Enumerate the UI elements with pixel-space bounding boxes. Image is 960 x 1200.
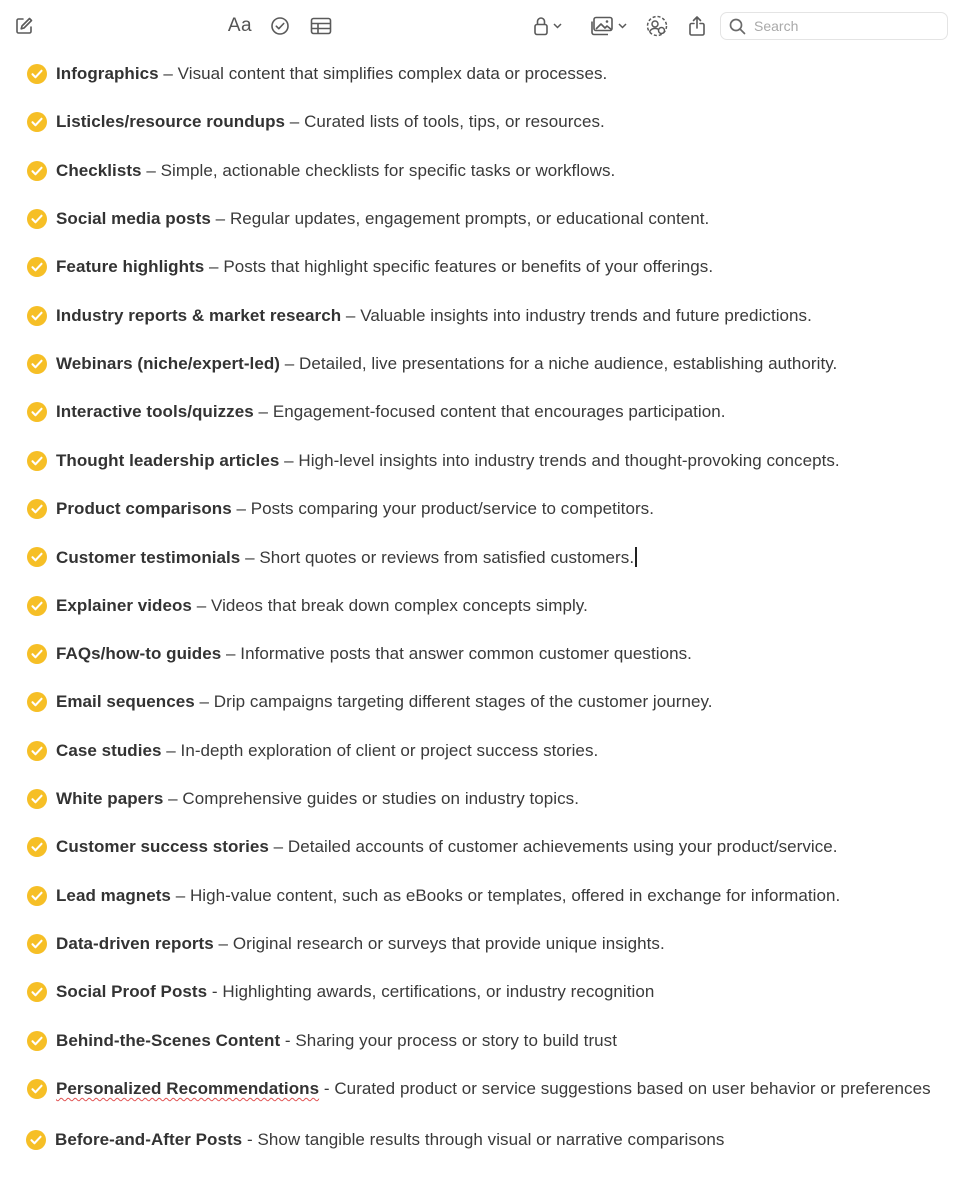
checked-circle-icon[interactable] bbox=[27, 161, 47, 181]
item-description: Engagement-focused content that encourages participation. bbox=[272, 402, 726, 421]
checklist-item[interactable] bbox=[26, 1126, 724, 1154]
checked-circle-icon[interactable] bbox=[27, 644, 47, 664]
checklist-item[interactable] bbox=[27, 447, 840, 475]
checklist-item[interactable] bbox=[27, 1027, 617, 1055]
checklist-item-text[interactable] bbox=[56, 451, 840, 471]
item-description: Simple, actionable checklists for specific tasks or workflows. bbox=[160, 161, 616, 180]
item-description: Sharing your process or story to build trust bbox=[295, 1031, 617, 1050]
checklist-item-text[interactable] bbox=[56, 886, 840, 906]
checked-circle-icon[interactable] bbox=[27, 547, 47, 567]
checklist-item[interactable] bbox=[27, 785, 579, 813]
item-title: Industry reports & market research bbox=[56, 306, 342, 325]
checked-circle-icon[interactable] bbox=[27, 112, 47, 132]
item-separator: - bbox=[319, 1079, 335, 1098]
checklist-item-text[interactable] bbox=[56, 402, 726, 422]
checked-circle-icon[interactable] bbox=[27, 451, 47, 471]
item-description: Detailed, live presentations for a niche audience, establishing authority. bbox=[299, 354, 838, 373]
text-cursor bbox=[635, 547, 637, 567]
item-title: FAQs/how-to guides bbox=[56, 644, 222, 663]
item-title: Explainer videos bbox=[56, 596, 192, 615]
item-title: Social media posts bbox=[56, 209, 211, 228]
checked-circle-icon[interactable] bbox=[27, 499, 47, 519]
checked-circle-icon[interactable] bbox=[27, 209, 47, 229]
checklist-item[interactable] bbox=[27, 930, 665, 958]
notes-toolbar bbox=[0, 0, 960, 52]
checklist-item[interactable] bbox=[27, 882, 840, 910]
checklist-item-text[interactable] bbox=[56, 64, 607, 84]
item-description: Highlighting awards, certifications, or industry recognition bbox=[222, 982, 655, 1001]
item-separator: – bbox=[221, 644, 241, 663]
lock-button[interactable] bbox=[529, 12, 565, 40]
checked-circle-icon[interactable] bbox=[27, 402, 47, 422]
checklist-item[interactable] bbox=[27, 302, 812, 330]
photo-icon bbox=[590, 16, 614, 36]
search-field[interactable] bbox=[720, 12, 948, 40]
item-title: White papers bbox=[56, 789, 164, 808]
item-title: Feature highlights bbox=[56, 257, 205, 276]
item-description: Comprehensive guides or studies on industry topics. bbox=[182, 789, 579, 808]
item-separator: – bbox=[194, 692, 214, 711]
item-separator: - bbox=[242, 1130, 258, 1149]
item-description: Original research or surveys that provide unique insights. bbox=[232, 934, 665, 953]
checklist-item[interactable] bbox=[27, 688, 713, 716]
checklist-item[interactable] bbox=[27, 640, 692, 668]
item-separator: – bbox=[141, 161, 161, 180]
checked-circle-icon[interactable] bbox=[27, 1079, 47, 1099]
item-separator: – bbox=[191, 596, 211, 615]
checklist-item-text[interactable] bbox=[56, 306, 812, 326]
item-description: Posts comparing your product/service to competitors. bbox=[250, 499, 654, 518]
item-separator: – bbox=[161, 741, 181, 760]
checklist-item-text[interactable] bbox=[56, 354, 837, 374]
item-title: Customer testimonials bbox=[56, 547, 241, 567]
item-separator: – bbox=[163, 789, 183, 808]
item-separator: – bbox=[170, 886, 190, 905]
checked-circle-icon[interactable] bbox=[27, 306, 47, 326]
checklist-item-text[interactable] bbox=[56, 596, 588, 616]
checklist-item-text[interactable] bbox=[56, 161, 615, 181]
compose-icon[interactable] bbox=[12, 12, 36, 40]
checklist-item-text[interactable] bbox=[56, 934, 665, 954]
item-description: Valuable insights into industry trends and future predictions. bbox=[360, 306, 812, 325]
item-description: Detailed accounts of customer achievements using your product/service. bbox=[287, 837, 838, 856]
checklist-item[interactable] bbox=[27, 737, 598, 765]
search-input[interactable] bbox=[752, 17, 936, 35]
checklist-item-text[interactable] bbox=[56, 112, 605, 132]
item-description: Posts that highlight specific features or benefits of your offerings. bbox=[223, 257, 714, 276]
checked-circle-icon[interactable] bbox=[27, 789, 47, 809]
checked-circle-icon[interactable] bbox=[27, 741, 47, 761]
item-separator: – bbox=[285, 112, 305, 131]
item-title: Personalized Recommendations bbox=[56, 1079, 320, 1098]
checklist-item[interactable] bbox=[27, 978, 654, 1006]
checklist-item[interactable] bbox=[27, 833, 838, 861]
checklist-item[interactable] bbox=[27, 108, 605, 136]
checklist-item[interactable] bbox=[27, 350, 837, 378]
checklist-item-text[interactable] bbox=[56, 499, 654, 519]
checklist-item-text[interactable] bbox=[56, 741, 598, 761]
checklist-item[interactable] bbox=[27, 592, 588, 620]
item-title: Before-and-After Posts bbox=[55, 1130, 243, 1149]
checked-circle-icon[interactable] bbox=[27, 64, 47, 84]
item-description: Visual content that simplifies complex data or processes. bbox=[177, 64, 608, 83]
item-description: Curated lists of tools, tips, or resources. bbox=[304, 112, 605, 131]
item-separator: - bbox=[280, 1031, 296, 1050]
chevron-down-icon bbox=[618, 23, 627, 29]
item-title: Listicles/resource roundups bbox=[56, 112, 286, 131]
checked-circle-icon[interactable] bbox=[27, 257, 47, 277]
item-title: Product comparisons bbox=[56, 499, 232, 518]
checked-circle-icon[interactable] bbox=[27, 837, 47, 857]
item-description: In-depth exploration of client or project success stories. bbox=[180, 741, 599, 760]
checklist-item[interactable] bbox=[27, 205, 709, 233]
checked-circle-icon[interactable] bbox=[27, 354, 47, 374]
checklist-item[interactable] bbox=[27, 157, 615, 185]
checklist-item[interactable] bbox=[27, 543, 637, 571]
item-separator: – bbox=[204, 257, 224, 276]
item-title: Checklists bbox=[56, 161, 142, 180]
checked-circle-icon[interactable] bbox=[26, 1130, 46, 1150]
checklist-item[interactable] bbox=[27, 60, 607, 88]
table-icon[interactable] bbox=[309, 12, 333, 40]
checked-circle-icon[interactable] bbox=[27, 982, 47, 1002]
item-title: Email sequences bbox=[56, 692, 195, 711]
search-icon bbox=[729, 18, 746, 35]
checklist-icon[interactable] bbox=[269, 12, 291, 40]
checklist-item-text[interactable] bbox=[56, 837, 838, 857]
item-separator: – bbox=[210, 209, 230, 228]
item-description: Informative posts that answer common customer questions. bbox=[240, 644, 692, 663]
item-separator: – bbox=[279, 451, 299, 470]
item-separator: – bbox=[158, 64, 178, 83]
item-description: Curated product or service suggestions based on user behavior or preferences bbox=[334, 1079, 931, 1098]
checklist-item[interactable] bbox=[27, 495, 654, 523]
checked-circle-icon[interactable] bbox=[27, 886, 47, 906]
format-button[interactable]: Aa bbox=[227, 15, 253, 36]
item-description: High-level insights into industry trends and thought-provoking concepts. bbox=[298, 451, 840, 470]
checklist-item-text[interactable] bbox=[56, 789, 579, 809]
media-button[interactable] bbox=[587, 12, 629, 40]
item-description: Show tangible results through visual or narrative comparisons bbox=[257, 1130, 725, 1149]
collaborate-icon[interactable] bbox=[645, 12, 669, 40]
share-icon[interactable] bbox=[686, 12, 708, 40]
checklist-item-text[interactable] bbox=[56, 692, 713, 712]
item-description: Drip campaigns targeting different stages of the customer journey. bbox=[213, 692, 713, 711]
item-title: Social Proof Posts bbox=[56, 982, 208, 1001]
item-separator: – bbox=[279, 354, 300, 373]
checklist-item-text[interactable] bbox=[56, 209, 709, 229]
item-separator: – bbox=[213, 934, 233, 953]
item-title: Behind-the-Scenes Content bbox=[56, 1031, 281, 1050]
checklist-item-text[interactable] bbox=[56, 644, 692, 664]
item-title: Lead magnets bbox=[56, 886, 171, 905]
checklist-item[interactable] bbox=[27, 398, 726, 426]
chevron-down-icon bbox=[553, 23, 562, 29]
item-description: High-value content, such as eBooks or templates, offered in exchange for information. bbox=[189, 886, 841, 905]
checklist-item-text[interactable] bbox=[56, 1079, 931, 1099]
item-separator: – bbox=[231, 499, 251, 518]
item-title: Customer success stories bbox=[56, 837, 269, 856]
lock-icon bbox=[533, 16, 549, 36]
item-title: Case studies bbox=[56, 741, 162, 760]
checklist-item-text[interactable] bbox=[56, 547, 637, 568]
item-title: Interactive tools/quizzes bbox=[56, 402, 254, 421]
item-title: Data-driven reports bbox=[56, 934, 214, 953]
item-separator: - bbox=[207, 982, 223, 1001]
checked-circle-icon[interactable] bbox=[27, 1031, 47, 1051]
item-separator: – bbox=[253, 402, 273, 421]
checked-circle-icon[interactable] bbox=[27, 692, 47, 712]
item-description: Videos that break down complex concepts simply. bbox=[210, 596, 588, 615]
item-title: Webinars (niche/expert-led) bbox=[56, 354, 280, 373]
item-separator: – bbox=[268, 837, 288, 856]
checklist-item[interactable] bbox=[27, 253, 713, 281]
checklist-item-text[interactable] bbox=[56, 1031, 617, 1051]
checked-circle-icon[interactable] bbox=[27, 934, 47, 954]
item-separator: – bbox=[240, 547, 260, 567]
checklist-item-text[interactable] bbox=[56, 982, 654, 1002]
checklist-item-text[interactable] bbox=[55, 1130, 724, 1150]
checked-circle-icon[interactable] bbox=[27, 596, 47, 616]
item-separator: – bbox=[341, 306, 361, 325]
item-title: Thought leadership articles bbox=[56, 451, 280, 470]
item-title: Infographics bbox=[56, 64, 159, 83]
item-description: Short quotes or reviews from satisfied customers. bbox=[259, 547, 635, 567]
checklist-item[interactable] bbox=[27, 1075, 931, 1103]
item-description: Regular updates, engagement prompts, or educational content. bbox=[229, 209, 710, 228]
checklist-item-text[interactable] bbox=[56, 257, 713, 277]
